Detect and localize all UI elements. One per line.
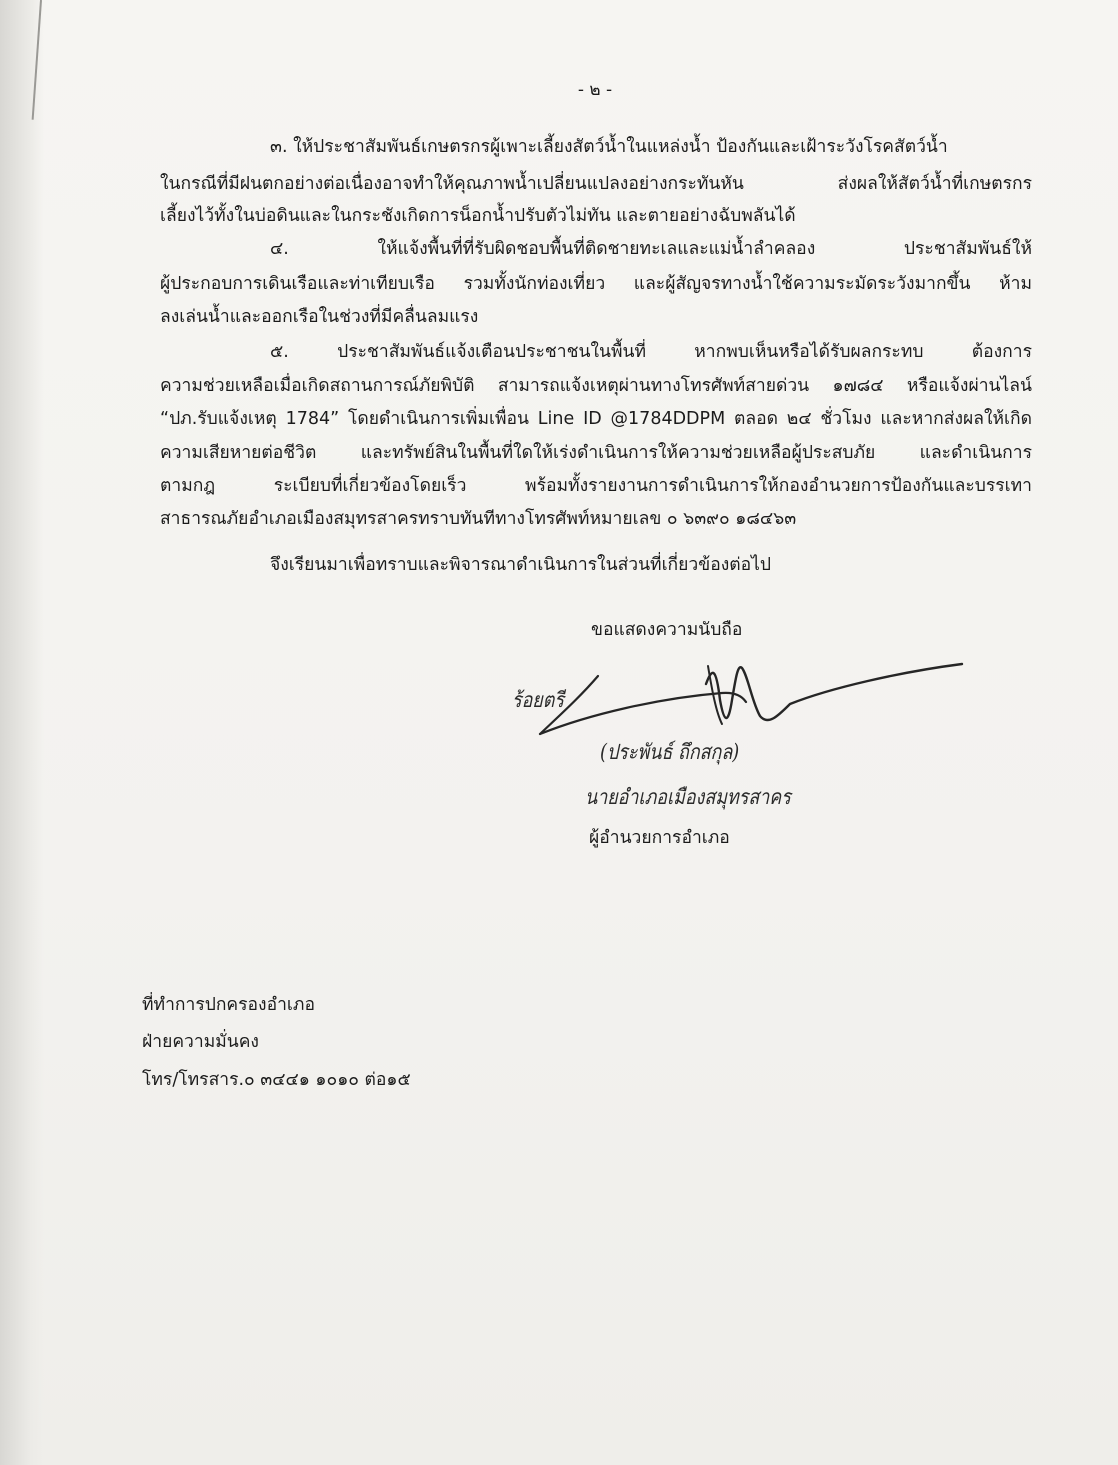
item-5-line-3: “ปภ.รับแจ้งเหตุ 1784” โดยดำเนินการเพิ่มเพื่อน Line ID @1784DDPM ตลอด ๒๔ ชั่วโมง และหากส่งผลให้เกิด bbox=[160, 409, 1032, 429]
handwritten-rank: ร้อยตรี bbox=[512, 688, 564, 712]
item-3-line-1: ๓. ให้ประชาสัมพันธ์เกษตรกรผู้เพาะเลี้ยงสัตว์น้ำในแหล่งน้ำ ป้องกันและเฝ้าระวังโรคสัตว์น้ำ bbox=[270, 137, 948, 157]
item-4-line-2: ผู้ประกอบการเดินเรือและท่าเทียบเรือ รวมทั้งนักท่องเที่ยว และผู้สัญจรทางน้ำใช้ความระมัดระวังมากขึ้น ห้าม bbox=[160, 274, 1032, 294]
contact-department: ฝ่ายความมั่นคง bbox=[142, 1032, 259, 1052]
page-number: - ๒ - bbox=[577, 80, 613, 100]
contact-office: ที่ทำการปกครองอำเภอ bbox=[142, 995, 315, 1015]
item-5-line-6: สาธารณภัยอำเภอเมืองสมุทรสาครทราบทันทีทางโทรศัพท์หมายเลข ๐ ๖๓๙๐ ๑๘๔๖๓ bbox=[160, 509, 797, 529]
item-4-line-3: ลงเล่นน้ำและออกเรือในช่วงที่มีคลื่นลมแรง bbox=[160, 307, 479, 327]
item-5-line-5: ตามกฎ ระเบียบที่เกี่ยวข้องโดยเร็ว พร้อมทั้งรายงานการดำเนินการให้กองอำนวยการป้องกันและบรรเทา bbox=[160, 476, 1032, 496]
signatory-name: (ประพันธ์ ถึกสกุล) bbox=[600, 740, 740, 764]
item-4-line-1: ๔. ให้แจ้งพื้นที่ที่รับผิดชอบพื้นที่ติดชายทะเลและแม่น้ำลำคลอง ประชาสัมพันธ์ให้ bbox=[270, 239, 1032, 259]
item-3-line-2: ในกรณีที่มีฝนตกอย่างต่อเนื่องอาจทำให้คุณภาพน้ำเปลี่ยนแปลงอย่างกระทันหัน ส่งผลให้สัตว์น้ำที่เกษตรกร bbox=[160, 174, 1032, 194]
item-5-line-2: ความช่วยเหลือเมื่อเกิดสถานการณ์ภัยพิบัติ สามารถแจ้งเหตุผ่านทางโทรศัพท์สายด่วน ๑๗๘๔ หรือแจ้งผ่านไลน์ bbox=[160, 376, 1032, 396]
salutation: ขอแสดงความนับถือ bbox=[591, 620, 743, 640]
signatory-role: ผู้อำนวยการอำเภอ bbox=[589, 828, 730, 848]
signatory-position: นายอำเภอเมืองสมุทรสาคร bbox=[585, 785, 791, 809]
contact-phone: โทร/โทรสาร.๐ ๓๔๔๑ ๑๐๑๐ ต่อ๑๕ bbox=[142, 1070, 411, 1090]
item-5-line-1: ๕. ประชาสัมพันธ์แจ้งเตือนประชาชนในพื้นที่ หากพบเห็นหรือได้รับผลกระทบ ต้องการ bbox=[270, 342, 1032, 362]
closing-sentence: จึงเรียนมาเพื่อทราบและพิจารณาดำเนินการในส่วนที่เกี่ยวข้องต่อไป bbox=[270, 555, 772, 575]
item-5-line-4: ความเสียหายต่อชีวิต และทรัพย์สินในพื้นที่ใดให้เร่งดำเนินการให้ความช่วยเหลือผู้ประสบภัย และดำเนินการ bbox=[160, 443, 1032, 463]
item-3-line-3: เลี้ยงไว้ทั้งในบ่อดินและในกระชังเกิดการน็อกน้ำปรับตัวไม่ทัน และตายอย่างฉับพลันได้ bbox=[160, 206, 796, 226]
